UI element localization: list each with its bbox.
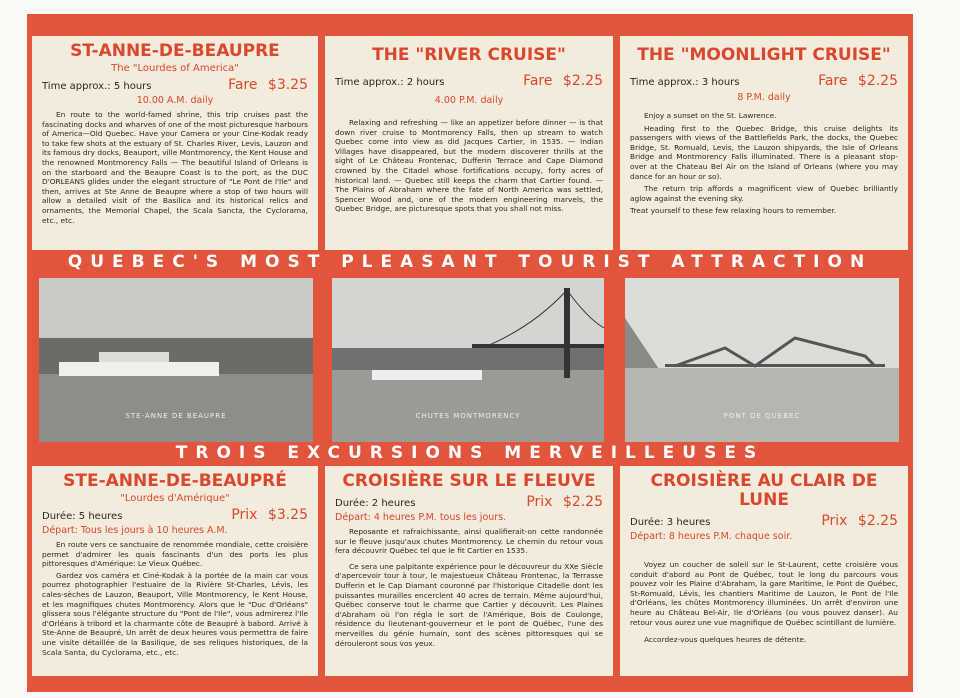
panel-title: THE "MOONLIGHT CRUISE" [637, 45, 891, 65]
departure: Départ: 8 heures P.M. chaque soir. [630, 531, 793, 542]
duration: Durée: 3 heures [630, 517, 711, 528]
banner-tourist-attraction: QUEBEC'S MOST PLEASANT TOURIST ATTRACTION [67, 252, 873, 272]
panel-title: STE-ANNE-DE-BEAUPRÉ [63, 471, 287, 491]
departure: 4.00 P.M. daily [434, 95, 504, 106]
departure: 10.00 A.M. daily [136, 95, 214, 106]
description: Accordez-vous quelques heures de détente. [644, 635, 807, 645]
description: The return trip affords a magnificent view of Quebec brilliantly aglow against the evening sky. [630, 184, 898, 203]
banner-trois-excursions: TROIS EXCURSIONS MERVEILLEUSES [175, 443, 765, 463]
photo-caption: STE-ANNE DE BEAUPRE [125, 412, 227, 420]
panel-title: ST-ANNE-DE-BEAUPRE [70, 41, 280, 61]
panel-ste-anne-fr [32, 466, 318, 676]
description: Heading first to the Quebec Bridge, this cruise delights its passengers with views of the Battlefields Park, the docks, the Quebec Bridge, St. Romuald, Levis, the Lauzon shipyards, the Isle of Orleans Bridge and Montmorency Falls illuminated. There is a pleasant stop-over at the Chateau Bel Air on the Island of Orleans (where you may dance for an hour or so). [630, 123, 898, 181]
panel-title: CROISIÈRE SUR LE FLEUVE [342, 471, 596, 491]
panel-subtitle: "Lourdes d'Amérique" [120, 493, 230, 504]
panel-river-cruise-en [325, 36, 613, 250]
fare: Prix $2.25 [526, 494, 603, 510]
duration: Durée: 5 heures [42, 511, 123, 522]
panel-ste-anne-en [32, 36, 318, 250]
description: Reposante et rafraichissante, ainsi qualifierait-on cette randonnée sur le fleuve jusqu'aux chutes Montmorency. Le chemin du retour vous fera découvrir Québec tel que le fit Cartier en 1535. [335, 527, 603, 556]
departure: Départ: Tous les jours à 10 heures A.M. [42, 525, 228, 536]
fare: Prix $2.25 [821, 513, 898, 529]
duration: Time approx.: 2 hours [335, 77, 445, 88]
photo-pont-de-quebec [625, 278, 899, 442]
fare: Fare $2.25 [818, 73, 898, 89]
description: Enjoy a sunset on the St. Lawrence. [644, 111, 777, 120]
description: En route to the world-famed shrine, this trip cruises past the fascinating docks and wharves of one of the most picturesque harbours of America—Old Quebec. Have your Camera or your Cine-Kodak ready to take few shots at the estuary of St. Charles River, Levis, Lauzon and its famous dry docks, Beauport, ville Montmorency, the Kent House and the renowned Montmorency Falls — The beautiful Island of Orleans is on the starboard and the Beaupre Coast is to the port, as the DUC D'ORLEANS glides under the elegant structure of "Le Pont de l'Ile" and then, arrives at Ste Anne de Beaupre where a stop of two hours will allow a detailed visit of the Basilica and its historical relics and ornaments, the Memorial Chapel, the Scala Sancta, the Cyclorama, etc., etc. [42, 110, 308, 225]
brochure [27, 14, 913, 692]
description: En route vers ce sanctuaire de renommée mondiale, cette croisière permet d'admirer les quais fascinants d'un des ports les plus pittoresques d'Amérique: Le Vieux Québec. [42, 540, 308, 569]
panel-title: THE "RIVER CRUISE" [372, 45, 566, 65]
photo-caption: CHUTES MONTMORENCY [415, 412, 521, 420]
departure: 8 P.M. daily [737, 92, 791, 103]
duration: Durée: 2 heures [335, 498, 416, 509]
fare: Fare $3.25 [228, 77, 308, 93]
photo-montmorency [332, 278, 604, 442]
panel-moonlight-cruise-en [620, 36, 908, 250]
photo-ste-anne [39, 278, 313, 442]
description: Voyez un coucher de soleil sur le St-Laurent, cette croisière vous conduit d'abord au Pont de Québec, tout le long du parcours vous pouvez voir les Plaine d'Abraham, la gare Maritime, le Pont de Québec, St-Romuald, Lévis, les chantiers Maritime de Lauzon, le Pont de l'Ile d'Orléans, les chûtes Montmorency illuminées. Un arrêt d'environ une heure au Château Bel-Air, Ile d'Orléans (ou vous pouvez danser). Au retour vous aurez une vue magnifique de Québec scintillant de lumière. [630, 560, 898, 627]
duration: Time approx.: 3 hours [630, 77, 740, 88]
description: Gardez vos caméra et Ciné-Kodak à la portée de la main car vous pourrez photographier l'estuaire de la Rivière St-Charles, Lévis, les cales-sèches de Lauzon, Beauport, Ville Montmorency, le Kent House, et les magnifiques chutes Montmorency. Alors que le "Duc d'Orléans" glissera sous l'élégante structure du "Pont de l'Ile", vous admirerez l'Ile d'Orléans à tribord et la charmante côte de Beaupré à babord. Arrivé à Ste-Anne de Beaupré, Un arrêt de deux heures vous permettra de faire une visite détaillée de la Basilique, de ses reliques historiques, de la Scala Santa, du Cyclorama, etc., etc. [42, 570, 308, 657]
panel-fleuve-fr [325, 466, 613, 676]
photo-caption: PONT DE QUEBEC [723, 412, 801, 420]
description: Treat yourself to these few relaxing hours to remember. [630, 206, 837, 216]
fare: Prix $3.25 [231, 507, 308, 523]
fare: Fare $2.25 [523, 73, 603, 89]
departure: Départ: 4 heures P.M. tous les jours. [335, 512, 507, 523]
description: Relaxing and refreshing — like an appetizer before dinner — is that down river cruise to Montmorency Falls, then up stream to watch Quebec come into view as did Jacques Cartier, in 1535. — Indian Villages have disappeared, but the modern discoverer thrills at the sight of Le Château Frontenac, Dufferin Terrace and Cape Diamond crowned by the Citadel whose fortifications occupy, forty acres of historical land. — Quebec still keeps the charm that Cartier found. — The Plains of Abraham where the fate of North America was settled, Spencer Wood and, one of the modern engineering marvels, the Quebec Bridge, are picturesque spots that you shall not miss. [335, 118, 603, 214]
panel-title: CROISIÈRE AU CLAIR DE LUNE [650, 471, 878, 510]
panel-subtitle: The "Lourdes of America" [111, 63, 239, 74]
panel-clair-de-lune-fr [620, 466, 908, 676]
duration: Time approx.: 5 hours [42, 81, 152, 92]
description: Ce sera une palpitante expérience pour le découvreur du XXe Siècle d'apercevoir tour à tour, le majestueux Château Frontenac, la Terrasse Dufferin et le Cap Diamant couronné par l'historique Citadelle dont les puissantes murailles encerclent 40 acres de terrain. Même aujourd'hui, Québec conserve tout le charme que Cartier y découvrit. Les Plaines d'Abraham où l'on régla le sort de l'Amérique, Bois de Coulonge, résidence du lieutenant-gouverneur et le pont de Québec, l'une des merveilles du génie humain, sont des scènes pittoresques qui se dérouleront sous vos yeux. [335, 561, 603, 648]
